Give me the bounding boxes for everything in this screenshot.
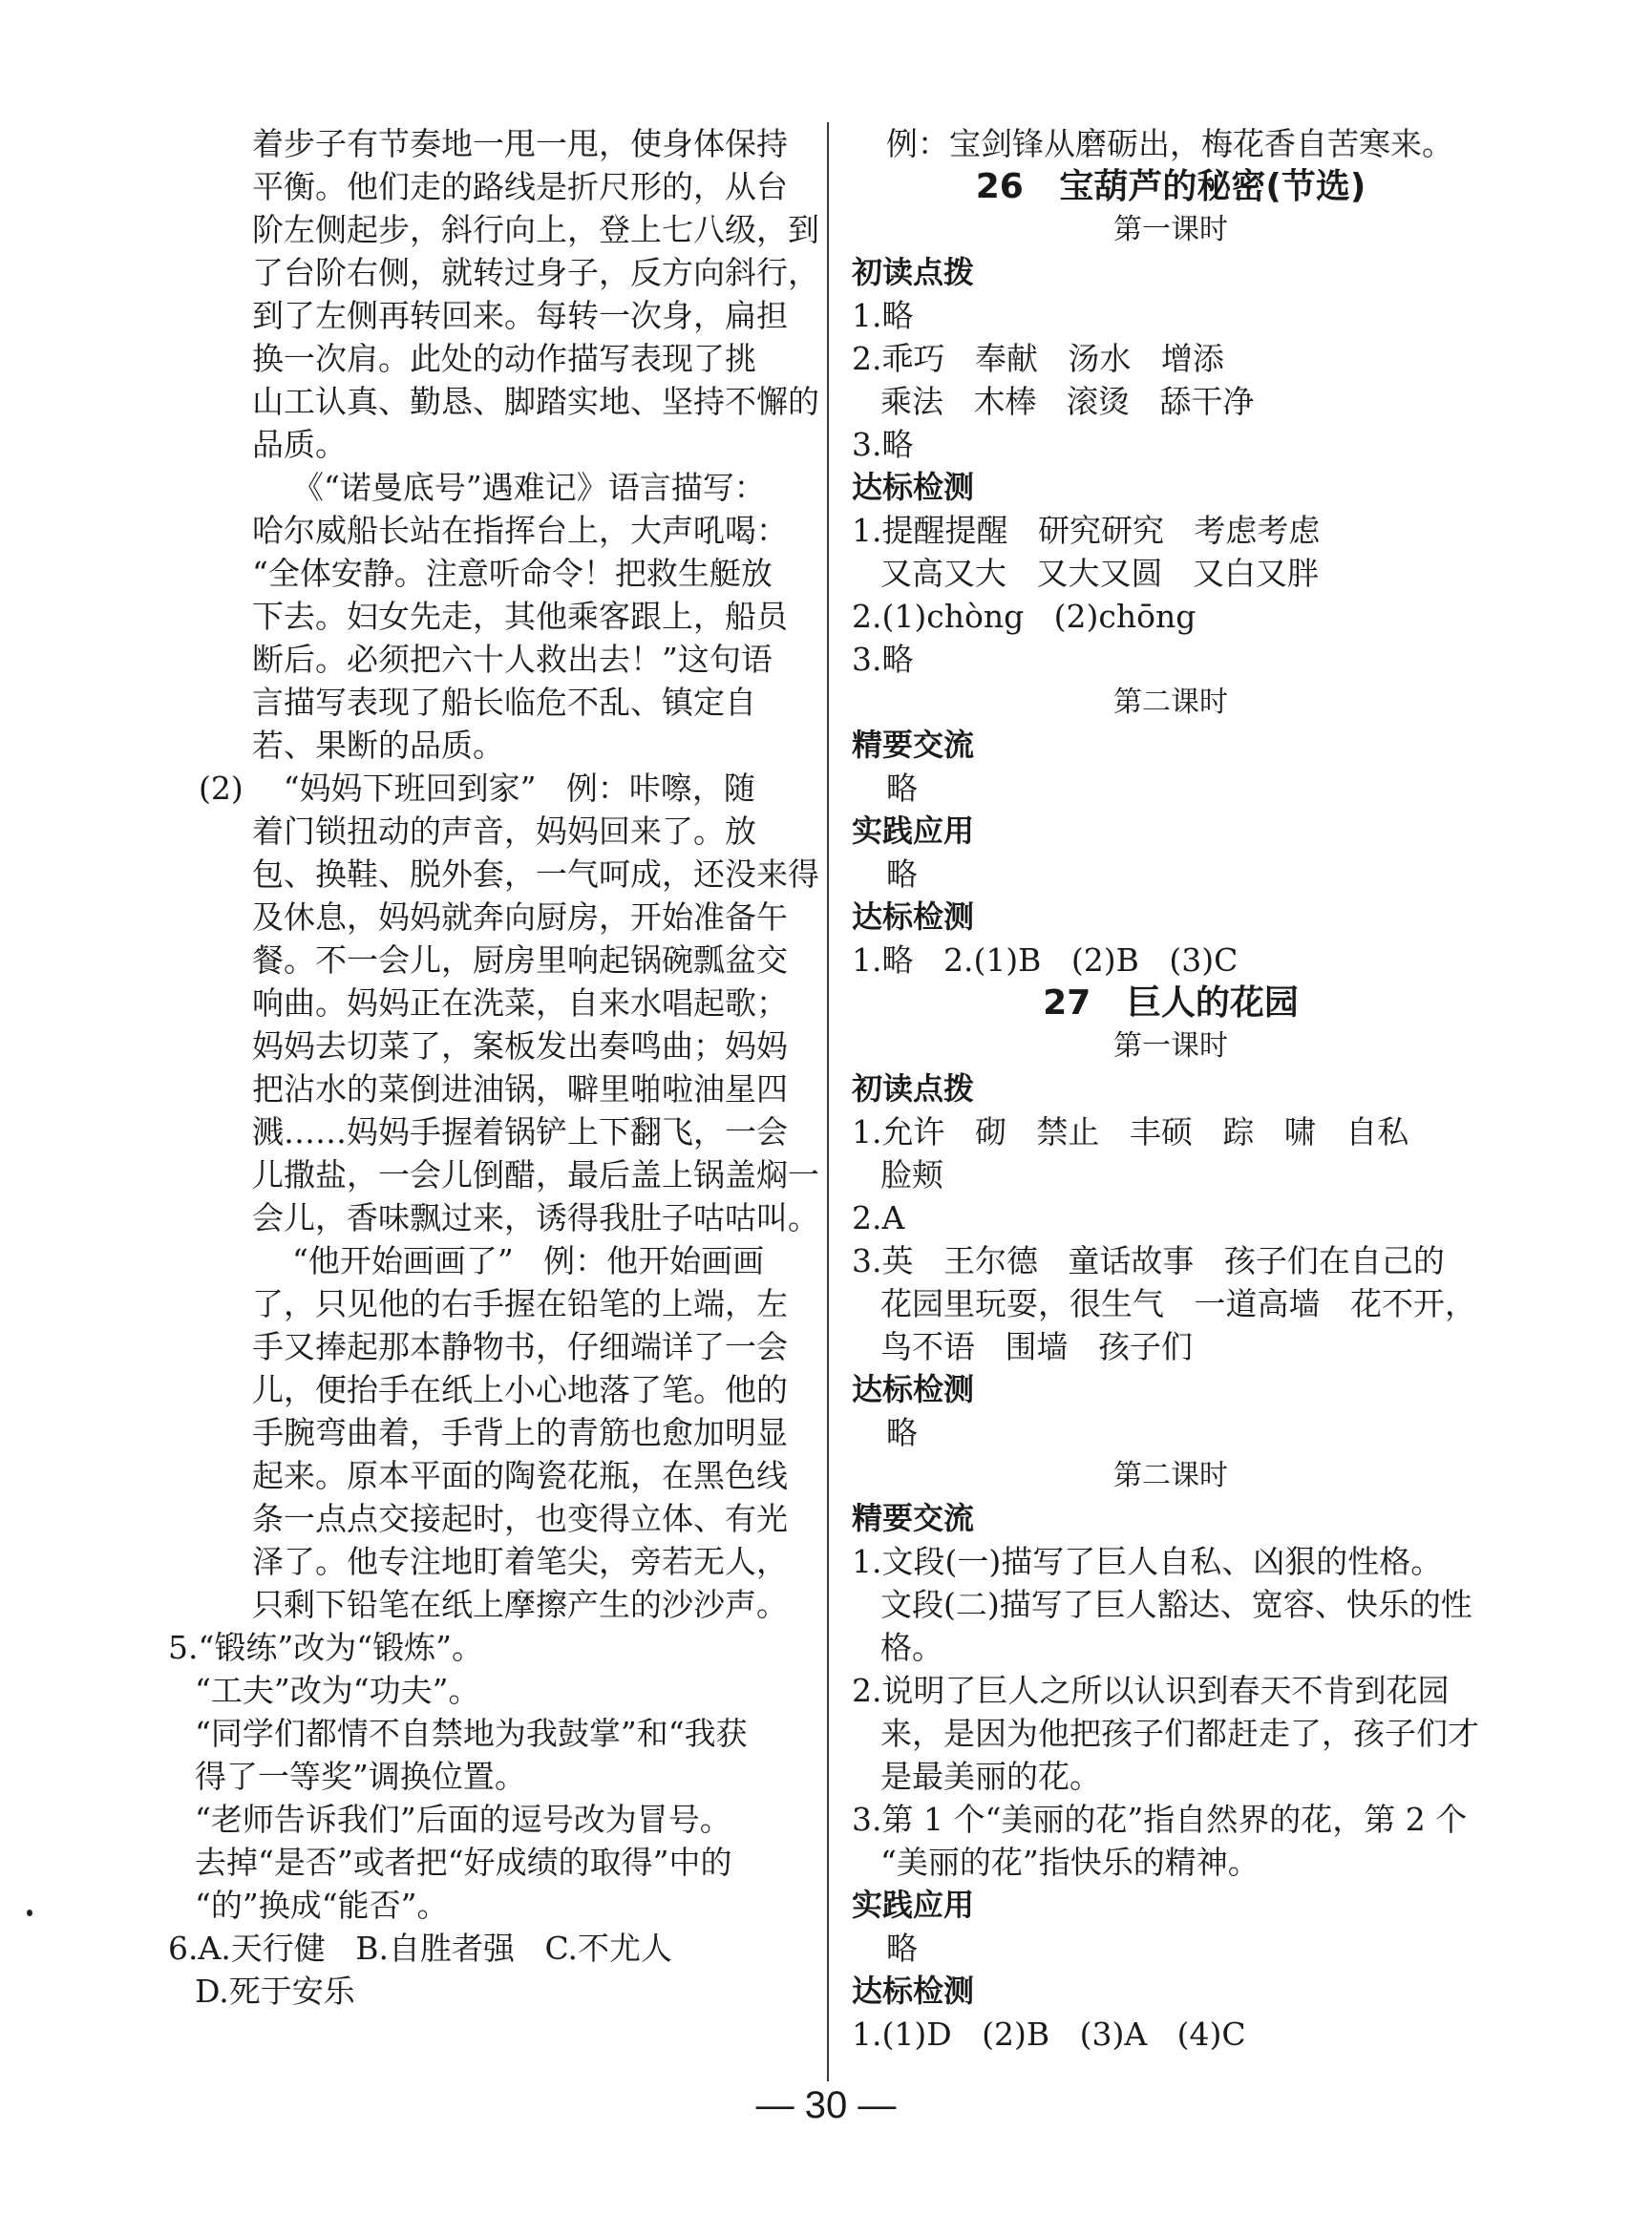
text-line: 鸟不语 围墙 孩子们	[880, 1328, 1193, 1365]
text-line: 着门锁扭动的声音，妈妈回来了。放	[252, 813, 756, 850]
text-line: 1.略	[852, 297, 914, 334]
text-line: 又高又大 又大又圆 又白又胖	[880, 555, 1319, 592]
text-line: 下去。妇女先走，其他乘客跟上，船员	[252, 598, 788, 635]
lesson-label: 第一课时	[1113, 1029, 1228, 1063]
text-line: 1.允许 砌 禁止 丰硕 踪 啸 自私	[852, 1113, 1409, 1151]
section-title: 27 巨人的花园	[1043, 983, 1299, 1023]
text-line: 到了左侧再转回来。每转一次身，扁担	[252, 297, 788, 334]
text-line: 2.说明了巨人之所以认识到春天不肯到花园	[852, 1672, 1450, 1709]
text-line: 只剩下铅笔在纸上摩擦产生的沙沙声。	[252, 1586, 788, 1623]
text-line: 溅……妈妈手握着锅铲上下翻飞，一会	[252, 1113, 788, 1151]
text-line: 会儿，香味飘过来，诱得我肚子咕咕叫。	[252, 1199, 819, 1236]
text-line: 是最美丽的花。	[880, 1758, 1101, 1795]
section-heading: 初读点拨	[852, 254, 975, 290]
section-heading: 精要交流	[852, 727, 975, 763]
text-line: 2.A	[852, 1199, 905, 1236]
text-line: “老师告诉我们”后面的逗号改为冒号。	[195, 1801, 731, 1838]
text-line: 去掉“是否”或者把“好成绩的取得”中的	[195, 1844, 732, 1881]
text-line: 2.乖巧 奉献 汤水 增添	[852, 340, 1224, 377]
ink-dot	[27, 1910, 32, 1916]
section-heading: 实践应用	[852, 813, 975, 849]
text-line: 儿撒盐，一会儿倒醋，最后盖上锅盖焖一	[252, 1156, 819, 1193]
text-line: 哈尔威船长站在指挥台上，大声吼喝：	[252, 512, 788, 549]
text-line: “全体安静。注意听命令！把救生艇放	[252, 555, 773, 592]
text-line: 文段(二)描写了巨人豁达、宽容、快乐的性	[880, 1586, 1472, 1623]
text-line: 脸颊	[880, 1156, 943, 1193]
text-line: 起来。原本平面的陶瓷花瓶，在黑色线	[252, 1457, 788, 1494]
text-line: D.死于安乐	[195, 1973, 355, 2010]
text-line: 花园里玩耍，很生气 一道高墙 花不开，	[880, 1285, 1476, 1322]
text-line: 《“诺曼底号”遇难记》语言描写：	[252, 469, 766, 506]
section-heading: 达标检测	[852, 469, 975, 505]
text-line: 略	[886, 1930, 918, 1967]
text-line: 3.第 1 个“美丽的花”指自然界的花，第 2 个	[852, 1801, 1468, 1838]
text-line: 山工认真、勤恳、脚踏实地、坚持不懈的	[252, 383, 819, 420]
section-heading: 精要交流	[852, 1500, 975, 1536]
text-line: 儿，便抬手在纸上小心地落了笔。他的	[252, 1371, 788, 1408]
text-line: “同学们都情不自禁地为我鼓掌”和“我获	[195, 1715, 748, 1752]
text-line: 平衡。他们走的路线是折尺形的，从台	[252, 168, 788, 205]
text-line: 略	[886, 855, 918, 893]
text-line: 包、换鞋、脱外套，一气呵成，还没来得	[252, 855, 819, 893]
text-line: 1.文段(一)描写了巨人自私、凶狠的性格。	[852, 1543, 1443, 1580]
text-line: 若、果断的品质。	[252, 727, 504, 764]
text-line: 着步子有节奏地一甩一甩，使身体保持	[252, 125, 788, 162]
text-line: 3.英 王尔德 童话故事 孩子们在自己的	[852, 1242, 1445, 1279]
text-line: 3.略	[852, 641, 914, 678]
text-line: 了，只见他的右手握在铅笔的上端，左	[252, 1285, 788, 1322]
text-line: 来，是因为他把孩子们都赶走了，孩子们才	[880, 1715, 1479, 1752]
text-line: 言描写表现了船长临危不乱、镇定自	[252, 684, 756, 721]
section-heading: 达标检测	[852, 898, 975, 935]
text-line: 品质。	[252, 426, 347, 463]
section-heading: 初读点拨	[852, 1070, 975, 1107]
section-heading: 达标检测	[852, 1371, 975, 1407]
text-line: 手腕弯曲着，手背上的青筋也愈加明显	[252, 1414, 788, 1451]
lesson-label: 第一课时	[1113, 213, 1228, 246]
text-line: 2.(1)chòng (2)chōng	[852, 598, 1197, 635]
text-line: (2) “妈妈下班回到家” 例：咔嚓，随	[199, 770, 755, 807]
text-line: 了台阶右侧，就转过身子，反方向斜行，	[252, 254, 819, 291]
text-line: 1.(1)D (2)B (3)A (4)C	[852, 2016, 1246, 2053]
text-line: 断后。必须把六十人救出去！”这句语	[252, 641, 773, 678]
text-line: 5.“锻练”改为“锻炼”。	[168, 1629, 483, 1666]
text-line: 得了一等奖”调换位置。	[195, 1758, 526, 1795]
text-line: 乘法 木棒 滚烫 舔干净	[880, 383, 1255, 420]
text-line: 把沾水的菜倒进油锅，噼里啪啦油星四	[252, 1070, 788, 1108]
text-line: “他开始画画了” 例：他开始画画	[252, 1242, 765, 1279]
section-title: 26 宝葫芦的秘密(节选)	[975, 167, 1366, 206]
column-divider	[827, 122, 829, 2081]
text-line: 略	[886, 1414, 918, 1451]
text-line: 妈妈去切菜了，案板发出奏鸣曲；妈妈	[252, 1027, 788, 1065]
text-line: 3.略	[852, 426, 914, 463]
text-line: 条一点点交接起时，也变得立体、有光	[252, 1500, 788, 1537]
section-heading: 实践应用	[852, 1887, 975, 1923]
text-line: “美丽的花”指快乐的精神。	[880, 1844, 1260, 1881]
text-line: 餐。不一会儿，厨房里响起锅碗瓢盆交	[252, 941, 788, 979]
page-number: — 30 —	[755, 2084, 897, 2126]
text-line: 6.A.天行健 B.自胜者强 C.不尤人	[168, 1930, 673, 1967]
lesson-label: 第二课时	[1113, 686, 1228, 719]
text-line: “工夫”改为“功夫”。	[195, 1672, 480, 1709]
text-line: 换一次肩。此处的动作描写表现了挑	[252, 340, 756, 377]
text-line: 格。	[880, 1629, 943, 1666]
text-line: 手又捧起那本静物书，仔细端详了一会	[252, 1328, 788, 1365]
text-line: 泽了。他专注地盯着笔尖，旁若无人，	[252, 1543, 788, 1580]
text-line: 阶左侧起步，斜行向上，登上七八级，到	[252, 211, 819, 248]
text-line: 响曲。妈妈正在洗菜，自来水唱起歌；	[252, 984, 788, 1022]
text-line: 略	[886, 770, 918, 807]
text-line: 及休息，妈妈就奔向厨房，开始准备午	[252, 898, 788, 936]
lesson-label: 第二课时	[1113, 1459, 1228, 1492]
text-line: 例：宝剑锋从磨砺出，梅花香自苦寒来。	[886, 125, 1453, 162]
text-line: 1.略 2.(1)B (2)B (3)C	[852, 941, 1239, 979]
section-heading: 达标检测	[852, 1973, 975, 2009]
text-line: “的”换成“能否”。	[195, 1887, 449, 1924]
text-line: 1.提醒提醒 研究研究 考虑考虑	[852, 512, 1321, 549]
